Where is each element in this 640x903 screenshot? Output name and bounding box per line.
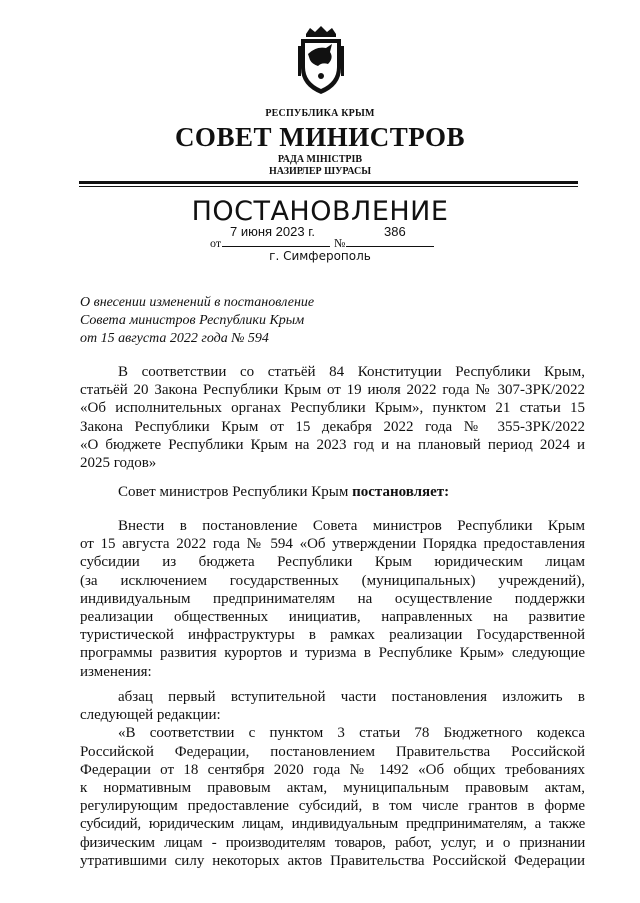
subject-line: О внесении изменений в постановление xyxy=(80,295,315,310)
subject-line: от 15 августа 2022 года № 594 xyxy=(80,331,269,346)
decree-number: 386 xyxy=(384,224,406,239)
preamble-paragraph xyxy=(80,363,585,472)
paragraph-line: Закона Республики Крым от 15 декабря 2022 года № 355-ЗРК/2022 xyxy=(80,418,585,435)
paragraph-line: «О бюджете Республики Крым на 2023 год и на плановый период 2024 и xyxy=(80,436,585,453)
decree-subject xyxy=(80,294,314,348)
resolution-keyword: постановляет: xyxy=(352,484,450,500)
paragraph-line: абзац первый вступительной части постановления изложить в xyxy=(118,689,585,705)
paragraph-line: туристической инфраструктуры в рамках реализации Государственной xyxy=(80,627,585,644)
decree-date: 7 июня 2023 г. xyxy=(230,224,315,239)
paragraph-line: субсидии из бюджета Республики Крым юридическим лицам xyxy=(80,554,585,571)
council-title-ukrainian: РАДА МІНІСТРІВ xyxy=(277,154,363,165)
number-prefix: № xyxy=(334,236,346,250)
paragraph-line: от 15 августа 2022 года № 594 «Об утверждении Порядка предоставления xyxy=(80,536,585,553)
paragraph-line: 2025 годов» xyxy=(80,455,157,472)
amendment-text-paragraph xyxy=(80,688,585,870)
coat-of-arms-emblem xyxy=(296,24,346,98)
paragraph-line: субсидий, юридическим лицам, индивидуальным предпринимателям, а также xyxy=(80,816,585,833)
paragraph-line: индивидуальным предпринимателям на осуществление поддержки xyxy=(80,590,585,607)
date-prefix: от xyxy=(210,236,222,250)
number-underline xyxy=(346,246,434,247)
decree-title: ПОСТАНОВЛЕНИЕ xyxy=(191,196,449,227)
resolution-text: Совет министров Республики Крым xyxy=(118,484,353,500)
decree-city: г. Симферополь xyxy=(269,249,371,263)
paragraph-line: «Об исполнительных органах Республики Крым», пунктом 21 статьи 15 xyxy=(80,400,585,417)
paragraph-line: В соответствии со статьёй 84 Конституции Республики Крым, xyxy=(118,364,585,380)
council-title: СОВЕТ МИНИСТРОВ xyxy=(174,122,466,152)
resolution-paragraph xyxy=(80,483,585,501)
header-rule-thick xyxy=(79,181,578,184)
decree-date-number-line xyxy=(210,224,440,252)
paragraph-line: утратившими силу некоторых актов Правительства Российской Федерации xyxy=(80,852,585,869)
paragraph-line: Федерации от 18 сентября 2020 года № 1492 «Об общих требованиях xyxy=(80,761,585,778)
republic-name: РЕСПУБЛИКА КРЫМ xyxy=(265,108,375,119)
paragraph-line: изменения: xyxy=(80,663,152,680)
council-title-crimean-tatar: НАЗИРЛЕР ШУРАСЫ xyxy=(268,166,372,177)
paragraph-line: реализации общественных инициатив, направленных на развитие xyxy=(80,609,585,626)
paragraph-line: программы развития курортов и туризма в Республике Крым» следующие xyxy=(80,645,585,662)
paragraph-line: регулирующим предоставление субсидий, в том числе грантов в форме xyxy=(80,798,585,815)
paragraph-line: к нормативным правовым актам, муниципальным правовым актам, xyxy=(80,780,585,797)
date-underline xyxy=(222,246,330,247)
paragraph-line: Российской Федерации, постановлением Правительства Российской xyxy=(80,743,585,760)
paragraph-line: следующей редакции: xyxy=(80,707,221,724)
paragraph-line: физическим лицам - производителям товаров, работ, услуг, и о признании xyxy=(80,834,585,851)
paragraph-line: «В соответствии с пунктом 3 статьи 78 Бюджетного кодекса xyxy=(118,725,585,742)
paragraph-line: (за исключением государственных (муниципальных) учреждений), xyxy=(80,572,585,589)
subject-line: Совета министров Республики Крым xyxy=(80,313,305,328)
amendment-paragraph xyxy=(80,517,585,681)
paragraph-line: статьёй 20 Закона Республики Крым от 19 июля 2022 года № 307-ЗРК/2022 xyxy=(80,382,585,399)
paragraph-line: Внести в постановление Совета министров Республики Крым xyxy=(118,518,585,534)
header-rule-thin xyxy=(79,186,578,187)
